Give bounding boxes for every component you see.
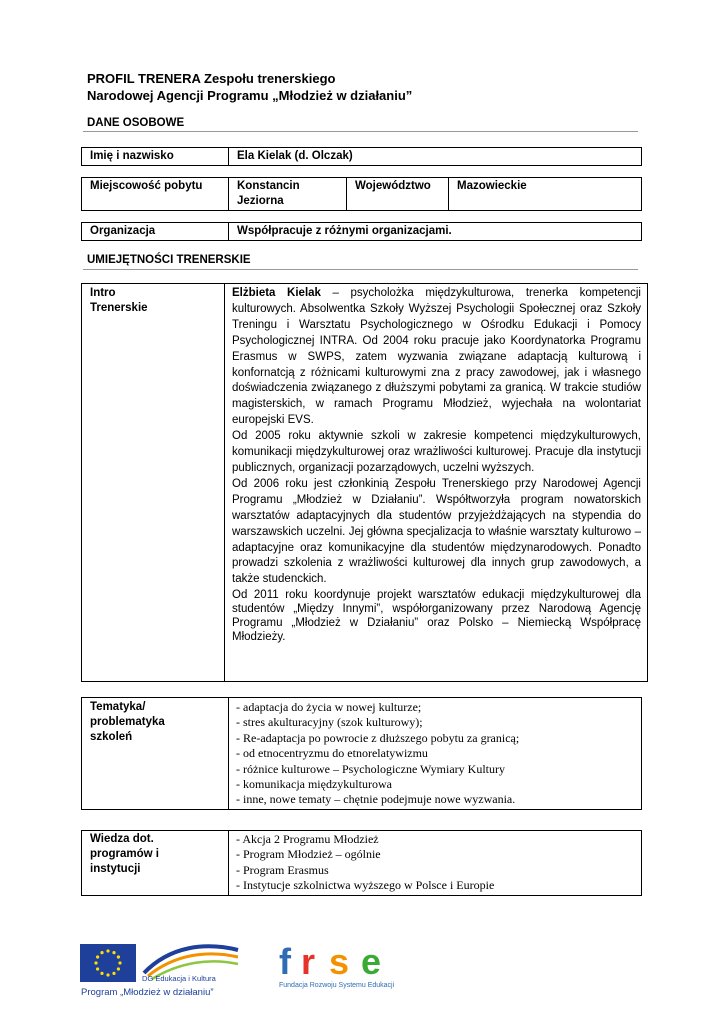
topics-list (229, 698, 642, 810)
bio-paragraph-1-text: – psycholożka międzykulturowa, trenerka kompetencji kulturowych. Absolwentka Szkoły Wyższej Psychologii Społecznej oraz Szkoły Treningu i Warsztatu Psychologicznego w Ośrodku Edukacji i Pomocy Psychologicznej INTRA. Od 2004 roku pracuje jako Koordynatorka Programu Erasmus w SWPS, zatem wyzwania związane adaptacją kulturową i konfornatcją z różnicami kulturowymi zna z pracy zawodowej, jak i własnego doświadczenia związanego z dłuższymi pobytami za granicą. W trakcie studiów magisterskich, w ramach Programu Młodzież, wyjechała na wolontariat europejski EVS. (232, 287, 641, 427)
list-item: - Akcja 2 Programu Młodzież (236, 832, 379, 846)
topics-table (81, 697, 642, 810)
bio-name: Elżbieta Kielak (232, 287, 321, 299)
eu-subtitle: DG Edukacja i Kultura (142, 974, 216, 983)
frse-letter-e: e (361, 941, 382, 982)
list-item: - od etnocentryzmu do etnorelatywizmu (236, 746, 428, 761)
bio-paragraph-1 (232, 286, 641, 429)
town-label: Miejscowość pobytu (82, 178, 229, 211)
bio-paragraph-4: Od 2011 roku koordynuje projekt warsztatów edukacji międzykulturowej dla studentów „Między Innymi”, współorganizowany przez Narodową Agencję Programu „Młodzież w Działaniu” oraz Polsko – Niemiecką Współpracę Młodzieży. (232, 589, 641, 644)
bio-paragraph-2: Od 2005 roku aktywnie szkoli w zakresie kompetenci międzykulturowych, komunikacji międzykulturowej oraz wrażliwości kulturowej. Pracuje dla instytucji publicznych, organizacji pozarządowych, uczelni wyższych. (232, 430, 641, 474)
intro-label-line-1: Intro (90, 287, 116, 299)
document-title (87, 70, 412, 104)
list-item: - Re-adaptacja po powrocie z dłuższego pobytu za granicą; (236, 730, 520, 745)
list-item: - różnice kulturowe – Psychologiczne Wymiary Kultury (236, 761, 505, 776)
frse-letter-s: s (329, 941, 350, 982)
list-item: - Program Młodzież – ogólnie (236, 847, 381, 862)
list-item: - komunikacja międzykulturowa (236, 777, 392, 792)
intro-label (82, 284, 225, 682)
frse-tagline: Fundacja Rozwoju Systemu Edukacji (279, 982, 395, 989)
town-value-line-2: Jeziorna (237, 195, 284, 207)
name-label: Imię i nazwisko (82, 148, 229, 166)
province-value: Mazowieckie (449, 178, 642, 211)
list-item: - inne, nowe tematy – chętnie podejmuje nowe wyzwania. (236, 792, 516, 807)
list-item: - stres akulturacyjny (szok kulturowy); (236, 715, 423, 730)
organization-value: Współpracuje z różnymi organizacjami. (229, 223, 642, 241)
intro-table (81, 283, 648, 682)
name-table (81, 147, 642, 166)
knowledge-label-line-2: programów i (90, 848, 160, 860)
knowledge-label (82, 831, 229, 896)
section-heading-personal: DANE OSOBOWE (87, 117, 185, 129)
bio-text (225, 284, 648, 682)
town-value (229, 178, 347, 211)
document-title-line-1: PROFIL TRENERA Zespołu trenerskiego (87, 71, 336, 86)
intro-label-line-2: Trenerskie (90, 302, 148, 314)
frse-letter-r: r (301, 941, 316, 982)
list-item: - Program Erasmus (236, 862, 329, 877)
list-item: - adaptacja do życia w nowej kulturze; (236, 700, 422, 714)
town-value-line-1: Konstancin (237, 180, 300, 192)
organization-table (81, 222, 642, 241)
name-value: Ela Kielak (d. Olczak) (229, 148, 642, 166)
section-heading-skills: UMIEJĘTNOŚCI TRENERSKIE (87, 254, 251, 266)
list-item: - Instytucje szkolnictwa wyższego w Polsce i Europie (236, 878, 495, 893)
frse-logo (277, 938, 407, 998)
eu-program-name: Program „Młodzież w działaniu” (81, 987, 214, 998)
knowledge-label-line-1: Wiedza dot. (90, 833, 154, 845)
section-divider (83, 131, 638, 132)
frse-letter-f: f (279, 941, 291, 982)
topics-label (82, 698, 229, 810)
organization-label: Organizacja (82, 223, 229, 241)
topics-label-line-1: Tematyka/ (90, 701, 146, 713)
eu-youth-in-action-logo (80, 940, 240, 1000)
document-title-line-2: Narodowej Agencji Programu „Młodzież w działaniu” (87, 88, 413, 103)
section-divider (83, 269, 638, 270)
knowledge-list (229, 831, 642, 896)
bio-paragraph-3: Od 2006 roku jest członkinią Zespołu Trenerskiego przy Narodowej Agencji Programu „Młodzież w Działaniu”. Współtworzyła program nowatorskich warsztatów adaptacyjnych dla studentów przyjeżdżających na stypendia do warszawskich uczelni. Jej główna specjalizacja to właśnie warsztaty kulturowo – adaptacyjne oraz komunikacyjne dla studentów międzynarodowych. Ponadto prowadzi szkolenia z wrażliwości kulturowej dla innych grup zawodowych, a także studenckich. (232, 477, 641, 586)
province-label: Województwo (347, 178, 449, 211)
topics-label-line-2: problematyka (90, 716, 165, 728)
knowledge-table (81, 830, 642, 896)
location-table (81, 177, 642, 211)
topics-label-line-3: szkoleń (90, 731, 133, 743)
knowledge-label-line-3: instytucji (90, 863, 141, 875)
